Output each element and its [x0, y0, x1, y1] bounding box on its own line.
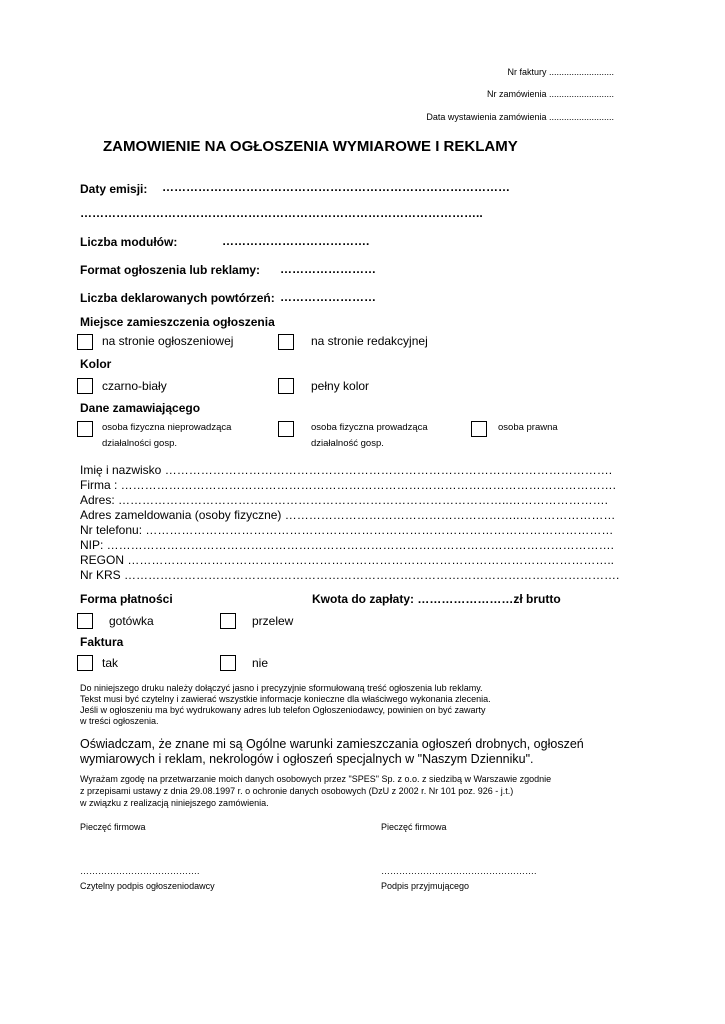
note-line: w treści ogłoszenia.	[80, 716, 159, 726]
amount-field[interactable]: Kwota do zapłaty: ……………………zł brutto	[312, 592, 561, 606]
placement-editorial-label: na stronie redakcyjnej	[311, 334, 428, 348]
placement-ads-checkbox[interactable]	[77, 334, 93, 350]
note-line: Tekst musi być czytelny i zawierać wszystkie informacje konieczne dla właściwego wykonania zlecenia.	[80, 694, 491, 704]
payment-label: Forma płatności	[80, 592, 173, 606]
declaration-line: wymiarowych i reklam, nekrologów i ogłoszeń specjalnych w "Naszym Dzienniku".	[80, 752, 534, 766]
color-full-checkbox[interactable]	[278, 378, 294, 394]
regon-field[interactable]: REGON …………………………………………………………………………………………………………..	[80, 553, 615, 567]
payment-transfer-label: przelew	[252, 614, 294, 628]
consent-line: Wyrażam zgodę na przetwarzanie moich danych osobowych przez "SPES" Sp. z o.o. z siedzibą w Warszawie zgodnie	[80, 774, 552, 784]
color-full-label: pełny kolor	[311, 379, 370, 393]
signature-left-caption: Czytelny podpis ogłoszeniodawcy	[80, 881, 215, 891]
placement-editorial-checkbox[interactable]	[278, 334, 294, 350]
emission-dates-label: Daty emisji:	[80, 182, 148, 196]
placement-label: Miejsce zamieszczenia ogłoszenia	[80, 315, 275, 329]
payment-transfer-checkbox[interactable]	[220, 613, 236, 629]
consent-line: w związku z realizacją niniejszego zamówienia.	[80, 798, 269, 808]
consent-line: z przepisami ustawy z dnia 29.08.1997 r. o ochronie danych osobowych (DzU z 2002 r. Nr 101 poz. 926 - j.t.)	[80, 786, 514, 796]
signature-left-line[interactable]: ………………………………….	[80, 866, 200, 876]
color-label: Kolor	[80, 357, 112, 371]
note-line: Jeśli w ogłoszeniu ma być wydrukowany adres lub telefon Ogłoszeniodawcy, powinien on być zawarty	[80, 705, 486, 715]
address-field[interactable]: Adres: ……………………………………………………………………………………..…………………….	[80, 493, 609, 507]
name-field[interactable]: Imię i nazwisko ………………………………………………………………………………………………….	[80, 463, 613, 477]
company-field[interactable]: Firma : …………………………………………………………………………………………………………….	[80, 478, 616, 492]
stamp-right-label: Pieczęć firmowa	[381, 822, 447, 832]
krs-field[interactable]: Nr KRS …………………………………………………………………………………………………………….	[80, 568, 620, 582]
orderer-business-label: osoba fizyczna prowadząca	[311, 422, 428, 433]
orderer-private-label-line2: działalności gosp.	[102, 438, 177, 449]
stamp-left-label: Pieczęć firmowa	[80, 822, 146, 832]
registered-address-field[interactable]: Adres zameldowania (osoby fizyczne) …………………………………………………..……………………	[80, 508, 616, 522]
invoice-yes-checkbox[interactable]	[77, 655, 93, 671]
format-label: Format ogłoszenia lub reklamy:	[80, 263, 261, 277]
declaration-line: Oświadczam, że znane mi są Ogólne warunki zamieszczania ogłoszeń drobnych, ogłoszeń	[80, 737, 584, 751]
emission-dates-input-line2[interactable]: ………………………………………………………………………………………..	[80, 206, 483, 220]
issue-date-field[interactable]: Data wystawienia zamówienia ..........................	[426, 112, 614, 122]
color-bw-checkbox[interactable]	[77, 378, 93, 394]
modules-input[interactable]: ……………………………….	[222, 234, 370, 248]
orderer-business-checkbox[interactable]	[278, 421, 294, 437]
note-line: Do niniejszego druku należy dołączyć jasno i precyzyjnie sformułowaną treść ogłoszenia lub reklamy.	[80, 683, 483, 693]
payment-cash-label: gotówka	[109, 614, 154, 628]
repeats-label: Liczba deklarowanych powtórzeń:	[80, 291, 275, 305]
signature-right-line[interactable]: …………………………………………….	[381, 866, 537, 876]
color-bw-label: czarno-biały	[102, 379, 167, 393]
payment-cash-checkbox[interactable]	[77, 613, 93, 629]
orderer-private-label: osoba fizyczna nieprowadząca	[102, 422, 232, 433]
invoice-number-field[interactable]: Nr faktury ..........................	[507, 67, 614, 77]
orderer-private-checkbox[interactable]	[77, 421, 93, 437]
nip-field[interactable]: NIP: ……………………………………………………………………………………………………………….	[80, 538, 615, 552]
placement-ads-label: na stronie ogłoszeniowej	[102, 334, 234, 348]
orderer-label: Dane zamawiającego	[80, 401, 201, 415]
page-title: ZAMOWIENIE NA OGŁOSZENIA WYMIAROWE I REKLAMY	[103, 138, 518, 155]
invoice-no-label: nie	[252, 656, 269, 670]
emission-dates-input[interactable]: ……………………………………………………………………………	[162, 180, 510, 194]
invoice-label: Faktura	[80, 635, 124, 649]
signature-right-caption: Podpis przyjmującego	[381, 881, 470, 891]
orderer-business-label-line2: działalność gosp.	[311, 438, 384, 449]
invoice-no-checkbox[interactable]	[220, 655, 236, 671]
format-input[interactable]: ……………………	[280, 262, 376, 276]
phone-field[interactable]: Nr telefonu: ………………………………………………………………………………………………………	[80, 523, 614, 537]
orderer-legal-label: osoba prawna	[498, 422, 558, 433]
modules-label: Liczba modułów:	[80, 235, 178, 249]
invoice-yes-label: tak	[102, 656, 119, 670]
order-number-field[interactable]: Nr zamówienia ..........................	[486, 89, 614, 99]
repeats-input[interactable]: ……………………	[280, 290, 376, 304]
orderer-legal-checkbox[interactable]	[471, 421, 487, 437]
